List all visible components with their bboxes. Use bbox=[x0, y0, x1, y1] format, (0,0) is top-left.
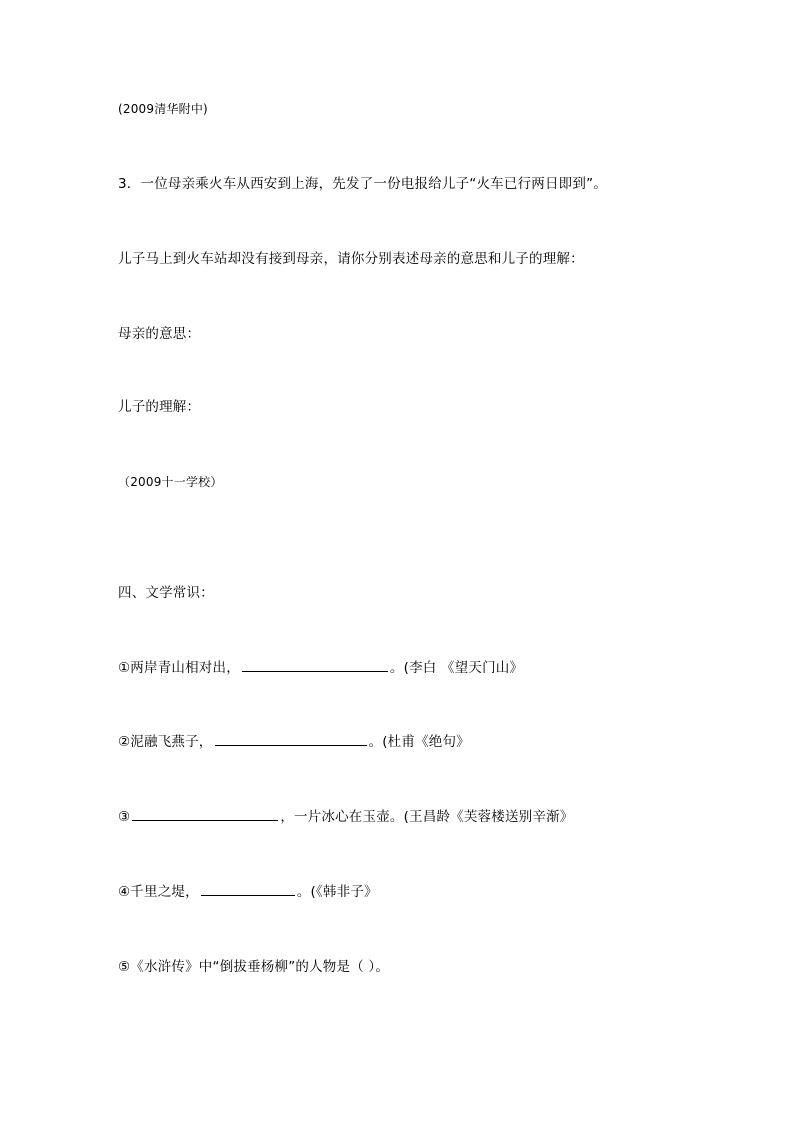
source-note-tsinghua: (2009清华附中) bbox=[118, 102, 208, 116]
poem-item-2-after: 。(杜甫《绝句》 bbox=[368, 734, 470, 750]
poem-item-2 bbox=[118, 733, 470, 751]
poem-item-4 bbox=[118, 883, 378, 901]
answer-blank-4 bbox=[201, 883, 295, 896]
poem-item-1 bbox=[118, 659, 523, 677]
poem-item-2-before: ②泥融飞燕子， bbox=[118, 734, 213, 750]
answer-blank-2 bbox=[215, 733, 367, 746]
poem-item-1-after: 。(李白 《望天门山》 bbox=[389, 660, 524, 676]
mother-meaning-label: 母亲的意思： bbox=[118, 326, 201, 342]
answer-blank-3 bbox=[132, 808, 278, 821]
section-4-heading: 四、文学常识： bbox=[118, 585, 214, 601]
source-note-school-11: （2009十一学校） bbox=[118, 475, 223, 489]
poem-item-4-after: 。(《韩非子》 bbox=[296, 884, 378, 900]
question-3-line-2: 儿子马上到火车站却没有接到母亲，请你分别表述母亲的意思和儿子的理解： bbox=[118, 251, 584, 267]
son-understanding-label: 儿子的理解： bbox=[118, 399, 201, 415]
question-item-5: ⑤《水浒传》中“倒拔垂杨柳”的人物是（ ）。 bbox=[118, 959, 390, 975]
question-3-line-1: 3．一位母亲乘火车从西安到上海，先发了一份电报给儿子“火车已行两日即到”。 bbox=[118, 176, 607, 192]
answer-blank-1 bbox=[242, 659, 388, 672]
poem-item-3-before: ③ bbox=[118, 809, 131, 825]
poem-item-1-before: ①两岸青山相对出， bbox=[118, 660, 240, 676]
poem-item-4-before: ④千里之堤， bbox=[118, 884, 199, 900]
poem-item-3-after: ，一片冰心在玉壶。(王昌龄《芙蓉楼送别辛渐》 bbox=[280, 809, 574, 825]
poem-item-3 bbox=[118, 808, 573, 826]
